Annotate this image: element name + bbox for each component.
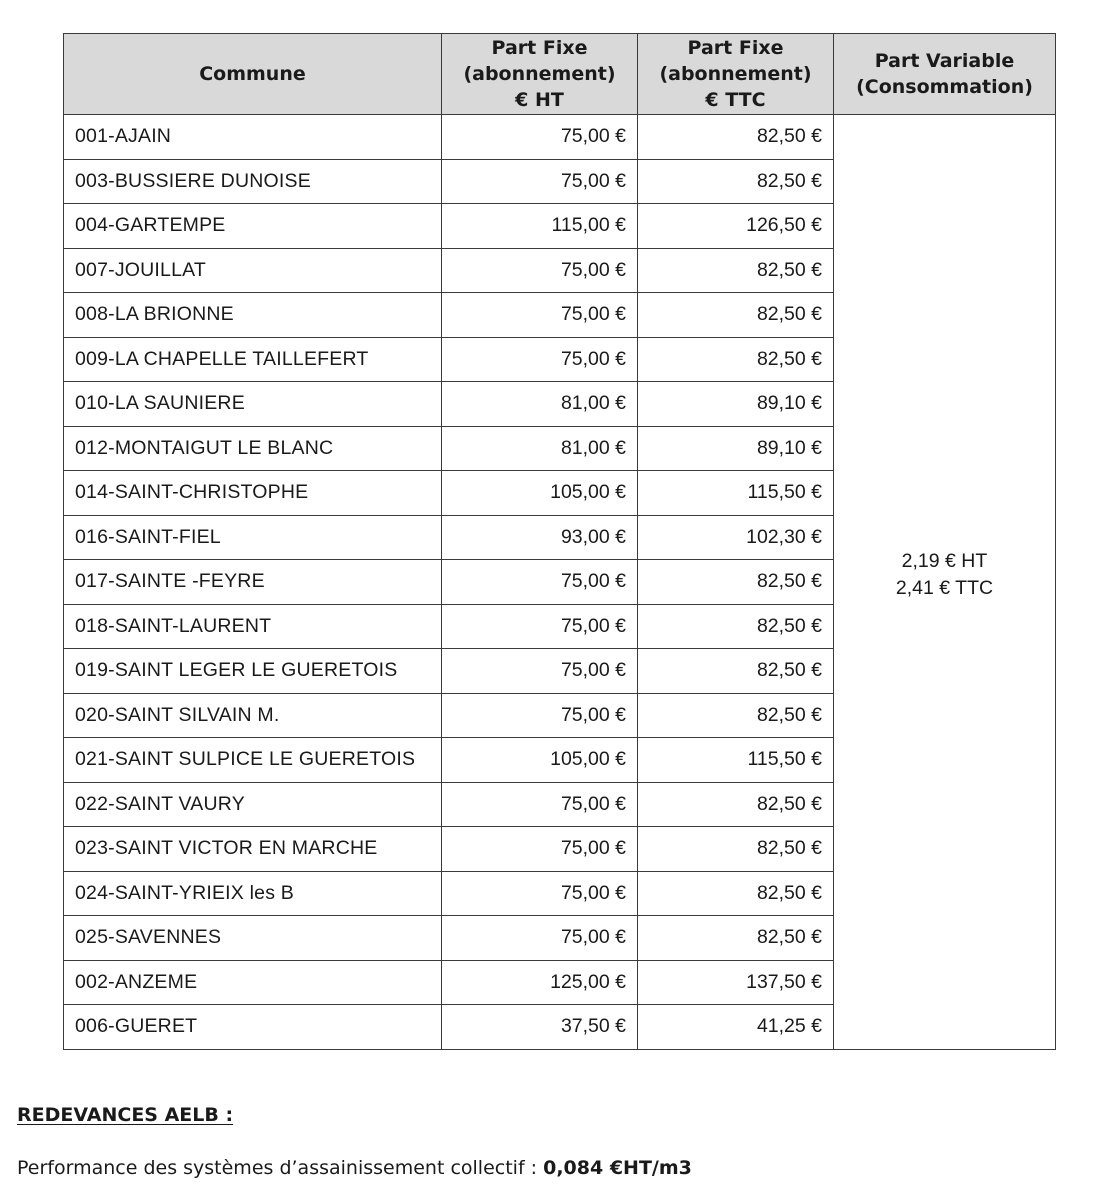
part-fixe-ttc-cell: 82,50 € <box>638 871 834 916</box>
part-fixe-ttc-cell: 82,50 € <box>638 693 834 738</box>
part-fixe-ht-cell: 75,00 € <box>442 159 638 204</box>
header-part-variable-line-2: (Consommation) <box>856 76 1033 98</box>
part-fixe-ht-cell: 75,00 € <box>442 827 638 872</box>
part-fixe-ttc-cell: 89,10 € <box>638 382 834 427</box>
part-fixe-ht-cell: 93,00 € <box>442 515 638 560</box>
part-variable-ttc: 2,41 € TTC <box>895 576 994 599</box>
part-fixe-ttc-cell: 82,50 € <box>638 293 834 338</box>
header-part-fixe-ttc <box>638 34 834 115</box>
part-fixe-ht-cell: 105,00 € <box>442 738 638 783</box>
part-fixe-ht-cell: 75,00 € <box>442 248 638 293</box>
part-fixe-ht-cell: 115,00 € <box>442 204 638 249</box>
part-fixe-ht-cell: 81,00 € <box>442 426 638 471</box>
commune-cell: 018-SAINT-LAURENT <box>64 604 442 649</box>
part-fixe-ht-cell: 75,00 € <box>442 560 638 605</box>
commune-cell: 017-SAINTE -FEYRE <box>64 560 442 605</box>
commune-cell: 001-AJAIN <box>64 115 442 160</box>
part-fixe-ttc-cell: 89,10 € <box>638 426 834 471</box>
part-fixe-ttc-cell: 115,50 € <box>638 471 834 516</box>
part-fixe-ht-cell: 75,00 € <box>442 337 638 382</box>
redevances-title: REDEVANCES AELB : <box>17 1104 234 1126</box>
commune-cell: 025-SAVENNES <box>64 916 442 961</box>
part-fixe-ttc-cell: 126,50 € <box>638 204 834 249</box>
header-part-variable <box>834 34 1056 115</box>
header-part-variable-line-1: Part Variable <box>874 50 1015 72</box>
part-fixe-ttc-cell: 115,50 € <box>638 738 834 783</box>
performance-label: Performance des systèmes d’assainissement collectif : <box>17 1157 544 1179</box>
commune-cell: 022-SAINT VAURY <box>64 782 442 827</box>
header-commune <box>64 34 442 115</box>
part-fixe-ttc-cell: 137,50 € <box>638 960 834 1005</box>
part-fixe-ttc-cell: 82,50 € <box>638 159 834 204</box>
commune-cell: 019-SAINT LEGER LE GUERETOIS <box>64 649 442 694</box>
part-fixe-ht-cell: 75,00 € <box>442 604 638 649</box>
commune-cell: 016-SAINT-FIEL <box>64 515 442 560</box>
part-fixe-ttc-cell: 82,50 € <box>638 115 834 160</box>
header-part-fixe-ht-line-1: Part Fixe <box>491 37 588 59</box>
header-part-fixe-ht-line-3: € HT <box>515 89 564 111</box>
part-fixe-ht-cell: 75,00 € <box>442 649 638 694</box>
part-fixe-ttc-cell: 82,50 € <box>638 604 834 649</box>
header-commune-label: Commune <box>199 63 306 85</box>
part-fixe-ttc-cell: 82,50 € <box>638 827 834 872</box>
table-row <box>64 115 1056 160</box>
header-part-fixe-ttc-line-1: Part Fixe <box>687 37 784 59</box>
commune-cell: 003-BUSSIERE DUNOISE <box>64 159 442 204</box>
part-variable-cell <box>834 115 1056 1050</box>
part-fixe-ttc-cell: 102,30 € <box>638 515 834 560</box>
commune-cell: 020-SAINT SILVAIN M. <box>64 693 442 738</box>
part-fixe-ht-cell: 75,00 € <box>442 871 638 916</box>
commune-cell: 021-SAINT SULPICE LE GUERETOIS <box>64 738 442 783</box>
commune-cell: 007-JOUILLAT <box>64 248 442 293</box>
part-fixe-ttc-cell: 82,50 € <box>638 560 834 605</box>
commune-cell: 006-GUERET <box>64 1005 442 1050</box>
part-fixe-ht-cell: 105,00 € <box>442 471 638 516</box>
part-fixe-ttc-cell: 82,50 € <box>638 916 834 961</box>
commune-cell: 010-LA SAUNIERE <box>64 382 442 427</box>
tarifs-table <box>63 33 1056 1050</box>
part-fixe-ttc-cell: 82,50 € <box>638 337 834 382</box>
part-fixe-ht-cell: 125,00 € <box>442 960 638 1005</box>
part-fixe-ttc-cell: 82,50 € <box>638 782 834 827</box>
part-fixe-ht-cell: 75,00 € <box>442 293 638 338</box>
part-fixe-ht-cell: 75,00 € <box>442 782 638 827</box>
commune-cell: 008-LA BRIONNE <box>64 293 442 338</box>
table-header <box>64 34 1056 115</box>
part-fixe-ht-cell: 75,00 € <box>442 693 638 738</box>
part-fixe-ht-cell: 37,50 € <box>442 1005 638 1050</box>
commune-cell: 004-GARTEMPE <box>64 204 442 249</box>
part-fixe-ht-cell: 81,00 € <box>442 382 638 427</box>
part-variable-ht: 2,19 € HT <box>901 549 988 572</box>
commune-cell: 024-SAINT-YRIEIX les B <box>64 871 442 916</box>
commune-cell: 014-SAINT-CHRISTOPHE <box>64 471 442 516</box>
commune-cell: 023-SAINT VICTOR EN MARCHE <box>64 827 442 872</box>
part-fixe-ttc-cell: 82,50 € <box>638 248 834 293</box>
header-part-fixe-ht-line-2: (abonnement) <box>463 63 616 85</box>
part-fixe-ht-cell: 75,00 € <box>442 916 638 961</box>
part-fixe-ht-cell: 75,00 € <box>442 115 638 160</box>
header-part-fixe-ttc-line-3: € TTC <box>705 89 766 111</box>
commune-cell: 012-MONTAIGUT LE BLANC <box>64 426 442 471</box>
part-fixe-ttc-cell: 41,25 € <box>638 1005 834 1050</box>
header-part-fixe-ttc-line-2: (abonnement) <box>659 63 812 85</box>
commune-cell: 009-LA CHAPELLE TAILLEFERT <box>64 337 442 382</box>
part-fixe-ttc-cell: 82,50 € <box>638 649 834 694</box>
performance-line <box>17 1157 692 1179</box>
table-body <box>64 115 1056 1050</box>
header-part-fixe-ht <box>442 34 638 115</box>
performance-value: 0,084 €HT/m3 <box>543 1157 692 1179</box>
commune-cell: 002-ANZEME <box>64 960 442 1005</box>
